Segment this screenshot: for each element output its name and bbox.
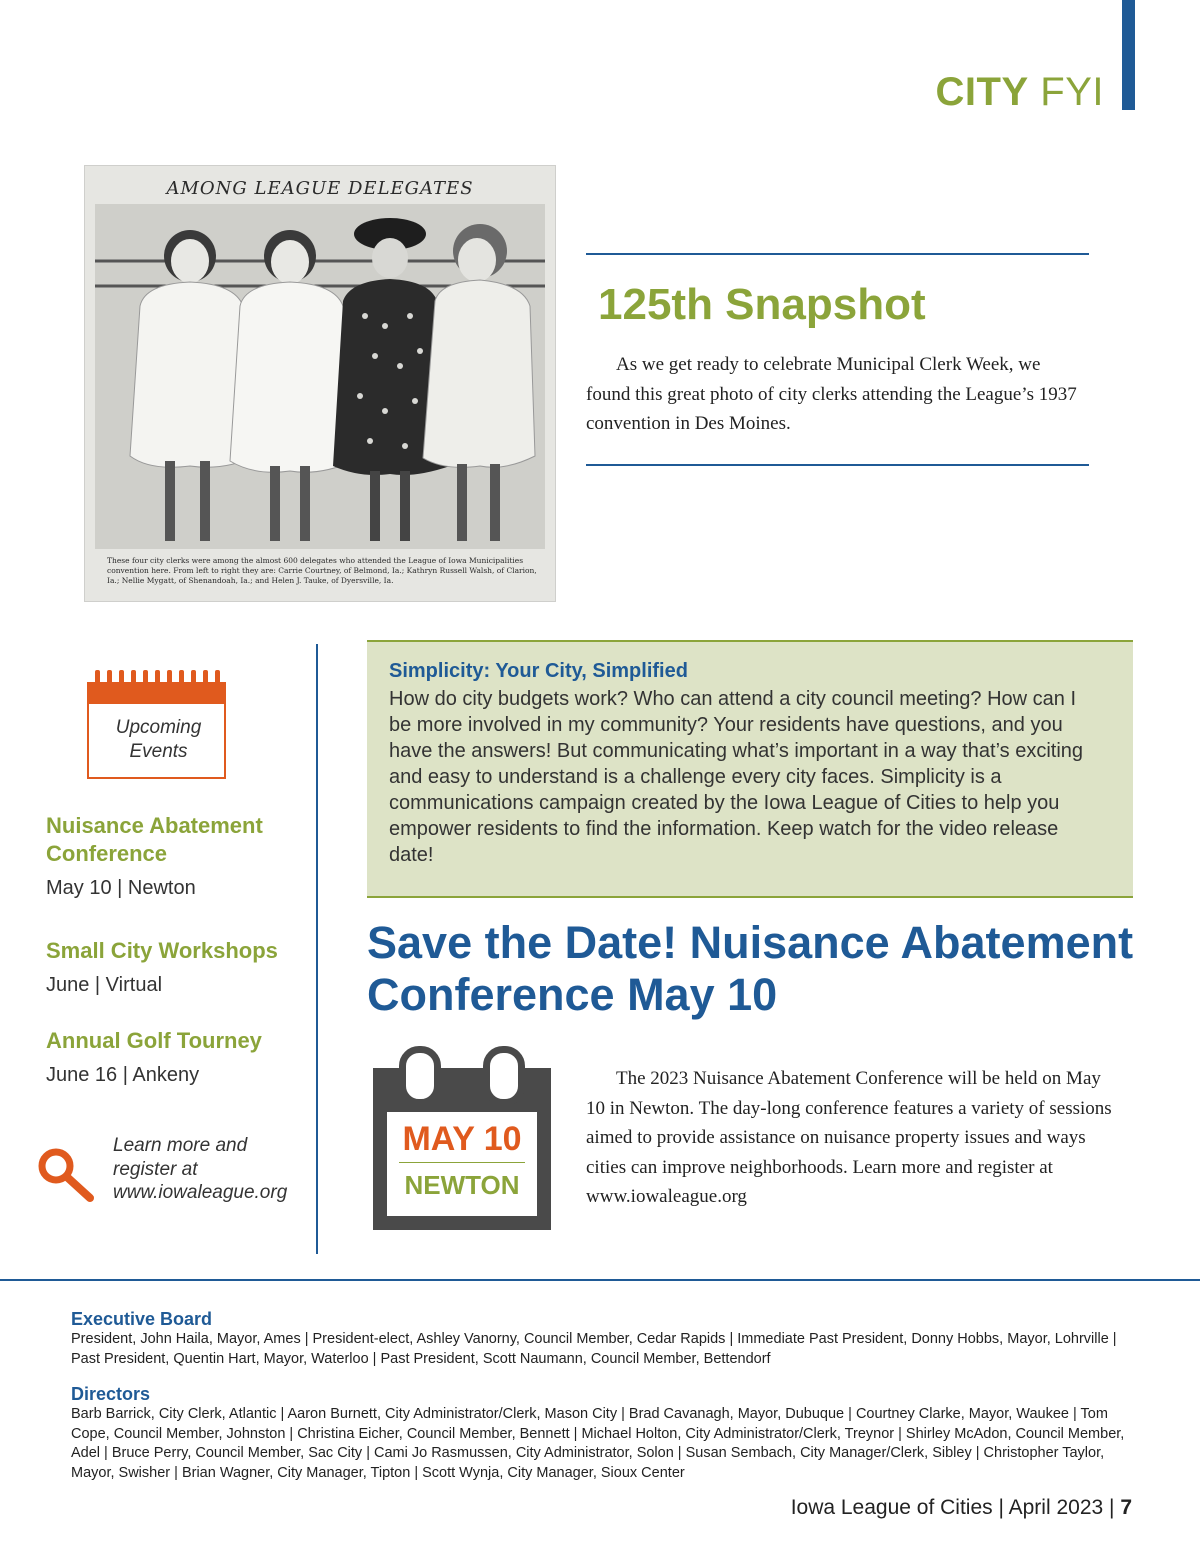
- upcoming-events-label: Upcoming Events: [115, 717, 202, 762]
- event-meta-golf: June 16 | Ankeny: [46, 1064, 200, 1086]
- calendar-page: [387, 1112, 537, 1216]
- snapshot-top-rule: [586, 253, 1089, 255]
- historic-photo: [84, 165, 556, 602]
- photo-illustration: [85, 166, 555, 601]
- learn-more-text: Learn more and register at www.iowaleague.org: [113, 1135, 288, 1203]
- snapshot-bottom-rule: [586, 464, 1089, 466]
- event-meta-workshops: June | Virtual: [46, 974, 163, 996]
- section-header: [936, 68, 1104, 116]
- simplicity-box: [367, 640, 1133, 898]
- calendar-date-icon: [373, 1046, 551, 1230]
- column-divider: [316, 644, 318, 1254]
- event-title-golf: Annual Golf Tourney: [46, 1028, 262, 1053]
- event-meta-nuisance: May 10 | Newton: [46, 877, 196, 899]
- snapshot-title: 125th Snapshot: [598, 280, 926, 329]
- calendar-divider: [399, 1162, 525, 1163]
- save-the-date-title: Save the Date! Nuisance Abatement Conference May 10: [367, 917, 1134, 1020]
- simplicity-title: Simplicity: Your City, Simplified: [389, 660, 688, 682]
- calendar-body: [87, 704, 226, 779]
- snapshot-body: As we get ready to celebrate Municipal Clerk Week, we found this great photo of city clerks attending the League’s 1937 convention in Des Moines.: [586, 354, 1077, 434]
- calendar-ring-left: [399, 1046, 441, 1106]
- event-title-nuisance: Nuisance Abatement Conference: [46, 813, 263, 866]
- calendar-date: MAY 10: [402, 1120, 522, 1158]
- directors-list: Barb Barrick, City Clerk, Atlantic | Aaron Burnett, City Administrator/Clerk, Mason City | Brad Cavanagh, Mayor, Dubuque | Courtney Clarke, Mayor, Waukee | Tom Cope, Council Member, Johnston | Christina Eicher, Council Member, Bennett | Michael Holton, City Administrator/Clerk, Treynor | Shirley McAdon, Council Member, Adel | Bruce Perry, Council Member, Sac City | Cami Jo Rasmussen, City Administrator, Solon | Susan Sembach, City Manager/Clerk, Sibley | Christopher Taylor, Mayor, Swisher | Brian Wagner, City Manager, Tipton | Scott Wynja, City Manager, Sioux Center: [71, 1406, 1125, 1481]
- photo-headline: AMONG LEAGUE DELEGATES: [166, 178, 474, 199]
- save-the-date-body: The 2023 Nuisance Abatement Conference will be held on May 10 in Newton. The day-long conference features a variety of sessions aimed to provide assistance on nuisance property issues and ways cities can improve neighborhoods. Learn more and register at www.iowaleague.org: [586, 1068, 1112, 1207]
- executive-board-list: President, John Haila, Mayor, Ames | President-elect, Ashley Vanorny, Council Member, Cedar Rapids | Immediate Past President, Donny Hobbs, Mayor, Lohrville | Past President, Quentin Hart, Mayor, Waterloo | Past President, Scott Naumann, Council Member, Bettendorf: [71, 1331, 1117, 1367]
- executive-board-heading: Executive Board: [71, 1309, 213, 1329]
- section-header-light: FYI: [1040, 70, 1104, 114]
- directors-heading: Directors: [71, 1384, 151, 1404]
- page-footer: [791, 1496, 1132, 1520]
- simplicity-body: How do city budgets work? Who can attend a city council meeting? How can I be more involved in my community? Your residents have questions, and you have the answers! But communicating what’s important in a way that’s exciting and easy to understand is a challenge every city faces. Simplicity is a communications campaign created by the Iowa League of Cities to help you empower residents to find the information. Keep watch for the video release date!: [389, 688, 1084, 866]
- calendar-ring-right: [483, 1046, 525, 1106]
- header-accent-bar: [1122, 0, 1135, 110]
- section-header-bold: CITY: [935, 70, 1029, 114]
- magnifier-icon: [36, 1146, 98, 1202]
- calendar-icon: [87, 668, 226, 779]
- photo-caption: These four city clerks were among the almost 600 delegates who attended the League of Iowa Municipalities convention here. From left to right they are: Carrie Courtney, of Belmond, Ia.; Kathryn Russell Walsh, of Clarion, Ia.; Nellie Mygatt, of Shenandoah, Ia.; and Helen J. Tauke, of Dyersville, Ia.: [107, 556, 537, 585]
- calendar-city: NEWTON: [404, 1170, 520, 1200]
- page-number: 7: [1120, 1496, 1132, 1519]
- event-title-workshops: Small City Workshops: [46, 938, 278, 963]
- publication-line: Iowa League of Cities | April 2023 |: [790, 1496, 1121, 1519]
- footer-rule: [0, 1279, 1200, 1281]
- calendar-header-band: [87, 682, 226, 704]
